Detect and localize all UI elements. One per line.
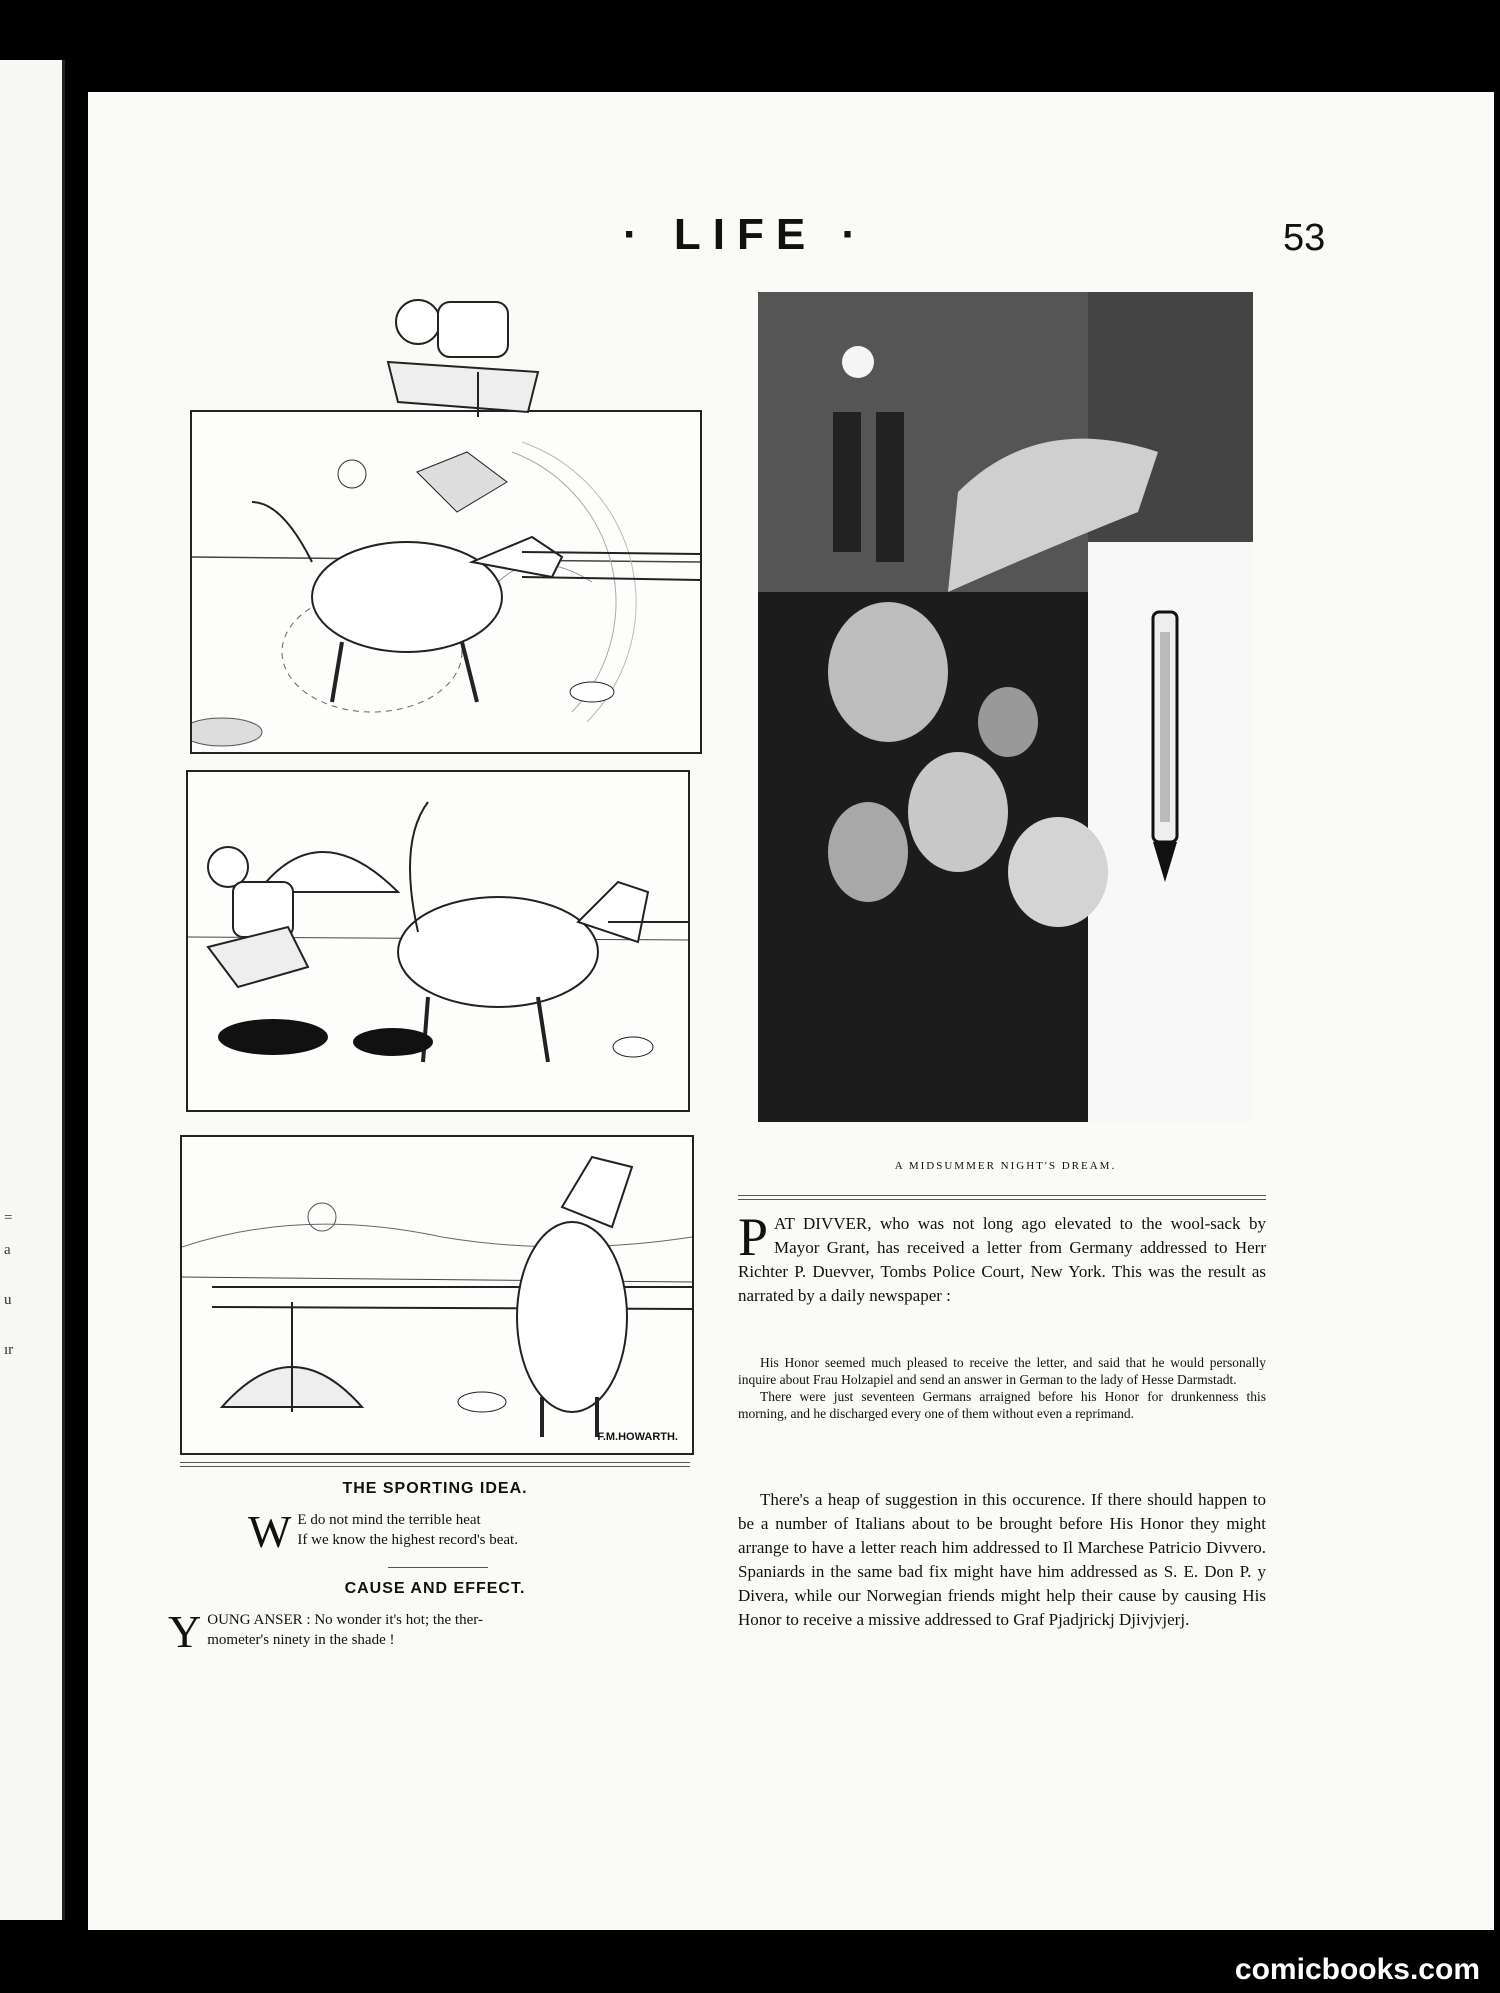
cause-effect-text xyxy=(168,1606,688,1657)
sporting-idea-line-2: If we know the highest record's beat. xyxy=(297,1532,518,1548)
caption-divider xyxy=(738,1195,1266,1200)
facing-page-edge xyxy=(0,60,65,1920)
cartoon-panel-3 xyxy=(180,1135,694,1455)
bull-with-umbrella-drawing xyxy=(182,1137,692,1453)
quote-paragraph-1: His Honor seemed much pleased to receive the letter, and said that he would personally inquire about Frau Holzapiel and send an answer in German to the lady of Hesse Darmstadt. xyxy=(738,1355,1266,1387)
site-watermark: comicbooks.com xyxy=(1234,1953,1480,1986)
page-number: 53 xyxy=(1283,217,1326,259)
article-intro-paragraph: AT DIVVER, who was not long ago elevated to the wool-sack by Mayor Grant, has received a letter from Germany addressed to Herr Richter P. Duevver, Tombs Police Court, New York. This was the result as narrated by a daily newspaper : xyxy=(738,1214,1266,1305)
theater-audience-image xyxy=(758,292,1253,1122)
masthead-title: · LIFE · xyxy=(623,210,869,259)
cause-effect-dropcap: Y xyxy=(168,1606,202,1657)
facing-page-fragment: ır xyxy=(4,1342,14,1358)
flying-man-drawing xyxy=(368,292,568,417)
cause-effect-line-2: mometer's ninety in the shade ! xyxy=(207,1632,395,1648)
article-dropcap: P xyxy=(738,1207,769,1267)
bull-tossing-man-drawing xyxy=(192,412,700,752)
midsummer-illustration xyxy=(758,292,1253,1122)
sporting-idea-line-1: E do not mind the terrible heat xyxy=(297,1512,481,1528)
article-closing-paragraph: There's a heap of suggestion in this occurence. If there should happen to be a number of Italians about to be brought before His Honor they might arrange to have a letter reach him addressed to Il Marchese Patricio Divvero. Spaniards in the same bad fix might have him addressed as S. E. Don P. y Divera, while our Norwegian friends might help their cause by causing His Honor to receive a missive addressed to Graf Pjadjrickj Djivjvjerj. xyxy=(738,1490,1266,1629)
sporting-idea-verse xyxy=(248,1506,668,1557)
sporting-idea-heading: THE SPORTING IDEA. xyxy=(342,1480,528,1497)
newspaper-quote xyxy=(738,1354,1266,1422)
quote-paragraph-2: There were just seventeen Germans arraigned before his Honor for drunkenness this morning, and he discharged every one of them without even a reprimand. xyxy=(738,1389,1266,1421)
cause-effect-line-1: OUNG ANSER : No wonder it's hot; the ther- xyxy=(207,1612,483,1628)
facing-page-fragment: a xyxy=(4,1242,11,1258)
cartoon-panel-1 xyxy=(190,410,702,754)
artist-signature: F.M.HOWARTH. xyxy=(597,1431,678,1443)
cartoon-panel-2 xyxy=(186,770,690,1112)
sporting-idea-dropcap: W xyxy=(248,1506,292,1557)
man-flying-past-bull-drawing xyxy=(188,772,688,1110)
cause-effect-heading: CAUSE AND EFFECT. xyxy=(344,1580,526,1597)
section-divider xyxy=(388,1567,488,1568)
divver-article-intro xyxy=(738,1207,1266,1308)
divver-article-closing xyxy=(738,1488,1266,1632)
illustration-caption: A MIDSUMMER NIGHT'S DREAM. xyxy=(894,1160,1117,1172)
magazine-page xyxy=(88,92,1494,1930)
facing-page-fragment: = xyxy=(4,1210,13,1226)
facing-page-fragment: u xyxy=(4,1292,12,1308)
cartoon-divider xyxy=(180,1462,690,1467)
